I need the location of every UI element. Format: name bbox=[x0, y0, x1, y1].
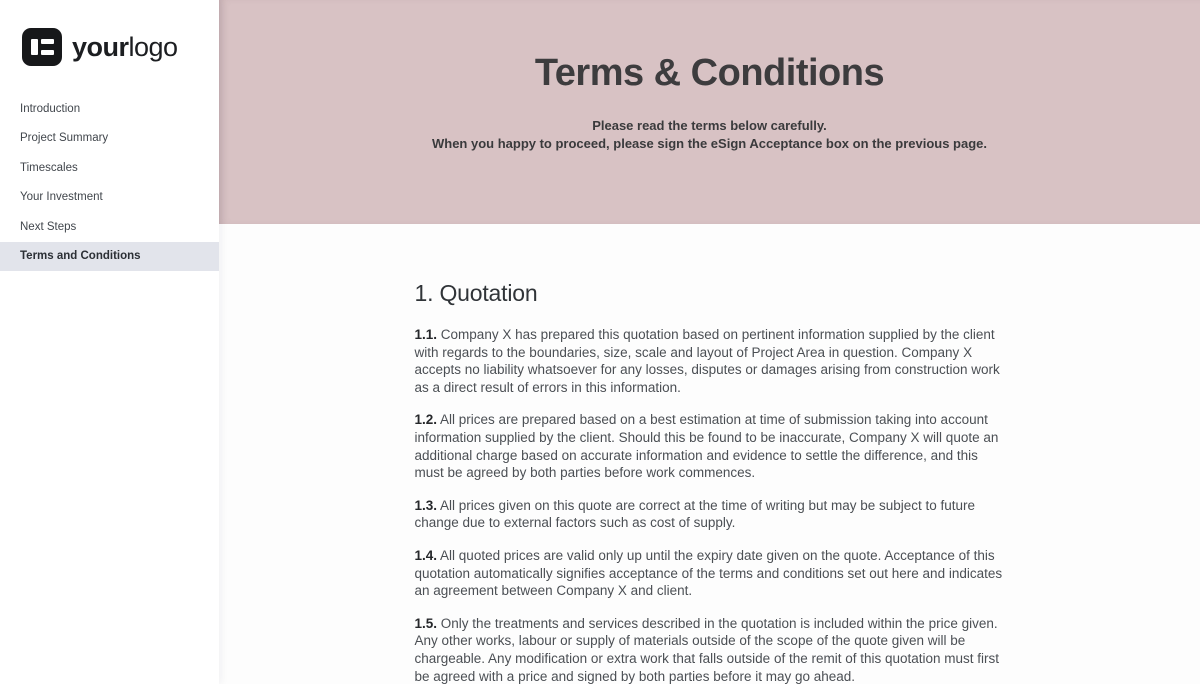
clause-text: All prices given on this quote are correct at the time of writing but may be subject to future change due to external factors such as cost of supply. bbox=[414, 497, 976, 531]
clause-number: 1.5. bbox=[414, 615, 438, 631]
page-subtitle bbox=[219, 117, 1200, 153]
terms-paragraph-1-2 bbox=[415, 411, 1005, 481]
clause-number: 1.3. bbox=[414, 497, 438, 513]
main-content bbox=[219, 0, 1200, 684]
terms-paragraph-1-4 bbox=[415, 547, 1005, 600]
sidebar-nav bbox=[0, 94, 219, 271]
clause-text: All prices are prepared based on a best estimation at time of submission taking into account information supplied by the client. Should this be found to be inaccurate, Company X will quote an additional charge based on accurate information and evidence to settle the difference, and this must be agreed by both parties before work commences. bbox=[414, 412, 999, 481]
clause-number: 1.2. bbox=[414, 412, 438, 428]
logo bbox=[0, 0, 219, 66]
logo-text-bold: your bbox=[72, 31, 129, 62]
subtitle-line-1: Please read the terms below carefully. bbox=[592, 118, 827, 133]
sidebar-item-next-steps[interactable]: Next Steps bbox=[20, 220, 77, 233]
clause-text: All quoted prices are valid only up until the expiry date given on the quote. Acceptance of this quotation automatically signifies acceptance of the terms and conditions set out here and indicates an agreement between Company X and client. bbox=[414, 547, 1003, 599]
sidebar-item-timescales[interactable]: Timescales bbox=[20, 161, 78, 174]
sidebar-item-project-summary[interactable]: Project Summary bbox=[20, 132, 109, 145]
sidebar-item-terms-and-conditions[interactable]: Terms and Conditions bbox=[0, 242, 219, 272]
subtitle-line-2: When you happy to proceed, please sign the eSign Acceptance box on the previous page. bbox=[431, 136, 987, 151]
clause-number: 1.4. bbox=[414, 547, 438, 563]
clause-text: Company X has prepared this quotation based on pertinent information supplied by the client with regards to the boundaries, size, scale and layout of Project Area in question. Company X accepts no liability whatsoever for any losses, disputes or damages arising from construction work as a direct result of errors in this information. bbox=[414, 327, 1000, 395]
sidebar-item-your-investment[interactable]: Your Investment bbox=[20, 191, 103, 204]
sidebar bbox=[0, 0, 219, 684]
sidebar-item-introduction[interactable]: Introduction bbox=[20, 102, 81, 115]
page-header bbox=[219, 0, 1200, 224]
logo-text-regular: logo bbox=[128, 31, 178, 62]
page-title: Terms & Conditions bbox=[534, 52, 885, 94]
clause-number: 1.1. bbox=[414, 327, 438, 342]
terms-section bbox=[415, 224, 1005, 684]
terms-paragraph-1-1 bbox=[415, 326, 1005, 396]
logo-glyph-icon bbox=[31, 39, 54, 55]
logo-wordmark bbox=[72, 32, 178, 63]
terms-paragraph-1-5 bbox=[415, 615, 1005, 684]
terms-paragraph-1-3 bbox=[415, 497, 1005, 532]
clause-text: Only the treatments and services described in the quotation is included within the price given. Any other works, labour or supply of materials outside of the scope of the quote given will be chargeable. Any modification or extra work that falls outside of the remit of this quotation must first be agreed with a price and signed by both parties before it may go ahead. bbox=[414, 615, 1000, 684]
logo-icon bbox=[22, 28, 62, 66]
section-heading: 1. Quotation bbox=[414, 280, 538, 306]
